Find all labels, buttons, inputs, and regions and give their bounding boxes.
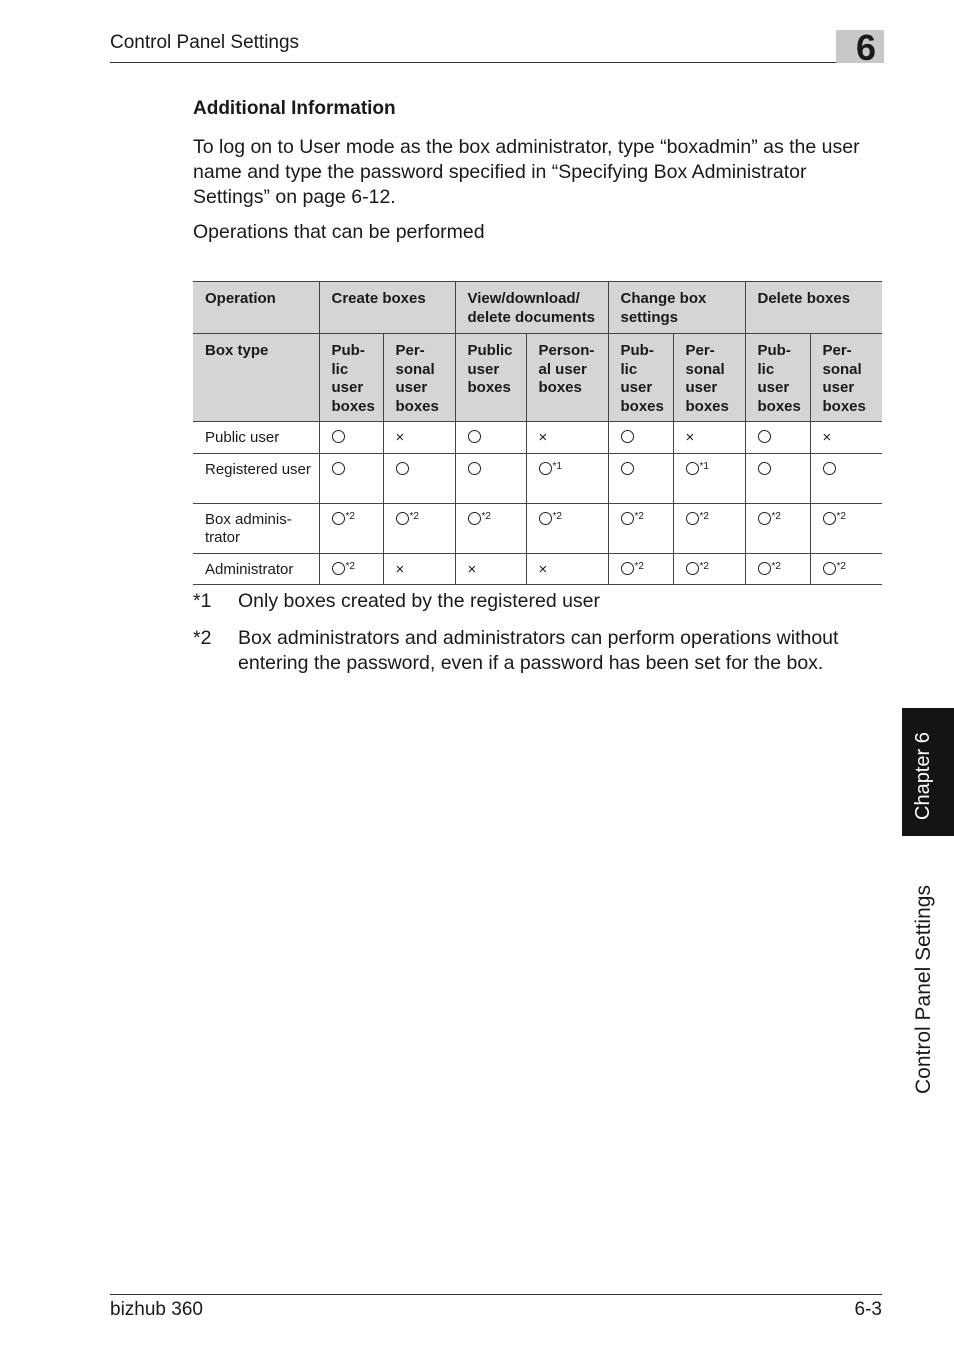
permission-cell bbox=[319, 503, 383, 553]
operation-header: Operation bbox=[193, 282, 319, 334]
allowed-circle-icon bbox=[686, 562, 699, 575]
table-row bbox=[193, 453, 882, 503]
permission-cell bbox=[810, 422, 882, 454]
box-type-cell: Pub- lic user boxes bbox=[319, 334, 383, 422]
footnote-ref: *2 bbox=[552, 510, 562, 522]
footer-rule bbox=[110, 1294, 882, 1295]
footnote-mark: *1 bbox=[193, 590, 212, 612]
permission-cell bbox=[455, 503, 526, 553]
allowed-circle-icon bbox=[332, 512, 345, 525]
footnote-ref: *2 bbox=[771, 560, 781, 572]
allowed-circle-icon bbox=[758, 512, 771, 525]
allowed-circle-icon bbox=[686, 512, 699, 525]
footer-page-number: 6-3 bbox=[854, 1299, 882, 1320]
allowed-circle-icon bbox=[621, 430, 634, 443]
operation-header-row bbox=[193, 282, 882, 334]
footnote-ref: *1 bbox=[699, 460, 709, 472]
not-allowed-cross-icon: × bbox=[395, 560, 405, 578]
permission-cell bbox=[319, 453, 383, 503]
allowed-circle-icon bbox=[758, 562, 771, 575]
permission-cell bbox=[383, 503, 455, 553]
allowed-circle-icon bbox=[396, 462, 409, 475]
permission-cell bbox=[810, 553, 882, 585]
box-type-cell: Pub- lic user boxes bbox=[745, 334, 810, 422]
allowed-circle-icon bbox=[621, 462, 634, 475]
not-allowed-cross-icon: × bbox=[538, 429, 548, 446]
footnote-mark: *2 bbox=[193, 627, 212, 649]
permission-cell bbox=[455, 453, 526, 503]
allowed-circle-icon bbox=[823, 462, 836, 475]
permission-cell bbox=[608, 422, 673, 454]
permission-cell bbox=[526, 453, 608, 503]
allowed-circle-icon bbox=[332, 430, 345, 443]
header-title: Control Panel Settings bbox=[110, 32, 300, 53]
box-type-cell: Per- sonal user boxes bbox=[673, 334, 745, 422]
box-type-header: Box type bbox=[193, 334, 319, 422]
permission-cell bbox=[526, 422, 608, 454]
header-rule bbox=[110, 62, 882, 63]
permission-cell bbox=[673, 453, 745, 503]
footnote-ref: *2 bbox=[771, 510, 781, 522]
footnote-ref: *2 bbox=[836, 560, 846, 572]
allowed-circle-icon bbox=[332, 562, 345, 575]
permission-cell bbox=[319, 422, 383, 454]
footnote-ref: *2 bbox=[409, 510, 419, 522]
allowed-circle-icon bbox=[539, 462, 552, 475]
not-allowed-cross-icon: × bbox=[395, 429, 405, 446]
permission-cell bbox=[673, 503, 745, 553]
allowed-circle-icon bbox=[758, 462, 771, 475]
footnote-text: Only boxes created by the registered user bbox=[238, 590, 601, 612]
allowed-circle-icon bbox=[686, 462, 699, 475]
permission-cell bbox=[673, 553, 745, 585]
permission-cell bbox=[526, 553, 608, 585]
chapter-number: 6 bbox=[856, 27, 877, 68]
op-change-box-settings: Change box settings bbox=[608, 282, 745, 334]
allowed-circle-icon bbox=[823, 512, 836, 525]
permission-cell bbox=[745, 503, 810, 553]
permission-cell bbox=[383, 422, 455, 454]
not-allowed-cross-icon: × bbox=[467, 560, 477, 578]
permission-cell bbox=[673, 422, 745, 454]
footnote-ref: *2 bbox=[634, 560, 644, 572]
permission-cell bbox=[608, 453, 673, 503]
operations-table bbox=[193, 281, 882, 585]
allowed-circle-icon bbox=[823, 562, 836, 575]
op-delete-boxes: Delete boxes bbox=[745, 282, 882, 334]
permission-cell bbox=[608, 553, 673, 585]
allowed-circle-icon bbox=[758, 430, 771, 443]
footnote-ref: *2 bbox=[836, 510, 846, 522]
footnote-ref: *2 bbox=[345, 510, 355, 522]
allowed-circle-icon bbox=[332, 462, 345, 475]
row-label: Box adminis- trator bbox=[193, 503, 319, 553]
not-allowed-cross-icon: × bbox=[538, 560, 548, 578]
box-type-cell: Public user boxes bbox=[455, 334, 526, 422]
table-row bbox=[193, 422, 882, 454]
box-type-cell: Person- al user boxes bbox=[526, 334, 608, 422]
permission-cell bbox=[608, 503, 673, 553]
allowed-circle-icon bbox=[621, 512, 634, 525]
footnote-ref: *1 bbox=[552, 460, 562, 472]
permission-cell bbox=[745, 422, 810, 454]
footnote-ref: *2 bbox=[345, 560, 355, 572]
box-type-header-row bbox=[193, 334, 882, 422]
side-section-label: Control Panel Settings bbox=[912, 885, 935, 1094]
allowed-circle-icon bbox=[468, 430, 481, 443]
section-title: Additional Information bbox=[193, 98, 396, 119]
not-allowed-cross-icon: × bbox=[685, 429, 695, 446]
allowed-circle-icon bbox=[539, 512, 552, 525]
chapter-side-tab-label[interactable]: Chapter 6 bbox=[912, 732, 934, 820]
footnote-text: Box administrators and administrators can perform operations without entering the password, even if a password has been set for the box. bbox=[238, 627, 839, 674]
allowed-circle-icon bbox=[468, 462, 481, 475]
permission-cell bbox=[810, 503, 882, 553]
permission-cell bbox=[455, 422, 526, 454]
footnote-ref: *2 bbox=[699, 510, 709, 522]
allowed-circle-icon bbox=[396, 512, 409, 525]
op-view-download-delete: View/download/ delete documents bbox=[455, 282, 608, 334]
box-type-cell: Per- sonal user boxes bbox=[810, 334, 882, 422]
allowed-circle-icon bbox=[468, 512, 481, 525]
footnote-ref: *2 bbox=[481, 510, 491, 522]
allowed-circle-icon bbox=[621, 562, 634, 575]
box-type-cell: Pub- lic user boxes bbox=[608, 334, 673, 422]
box-type-cell: Per- sonal user boxes bbox=[383, 334, 455, 422]
footer-product: bizhub 360 bbox=[110, 1299, 203, 1320]
table-row bbox=[193, 553, 882, 585]
permission-cell bbox=[383, 553, 455, 585]
op-create-boxes: Create boxes bbox=[319, 282, 455, 334]
permission-cell bbox=[383, 453, 455, 503]
permission-cell bbox=[745, 453, 810, 503]
footnote-ref: *2 bbox=[699, 560, 709, 572]
table-row bbox=[193, 503, 882, 553]
permission-cell bbox=[319, 553, 383, 585]
row-label: Registered user bbox=[193, 453, 319, 503]
permission-cell bbox=[745, 553, 810, 585]
not-allowed-cross-icon: × bbox=[822, 429, 832, 446]
operations-label: Operations that can be performed bbox=[193, 221, 485, 243]
footnote-ref: *2 bbox=[634, 510, 644, 522]
permission-cell bbox=[810, 453, 882, 503]
intro-paragraph: To log on to User mode as the box administrator, type “boxadmin” as the user name and type the password specified in “Specifying Box Administrator Settings” on page 6-12. bbox=[193, 136, 860, 208]
row-label: Public user bbox=[193, 422, 319, 454]
permission-cell bbox=[526, 503, 608, 553]
permission-cell bbox=[455, 553, 526, 585]
row-label: Administrator bbox=[193, 553, 319, 585]
